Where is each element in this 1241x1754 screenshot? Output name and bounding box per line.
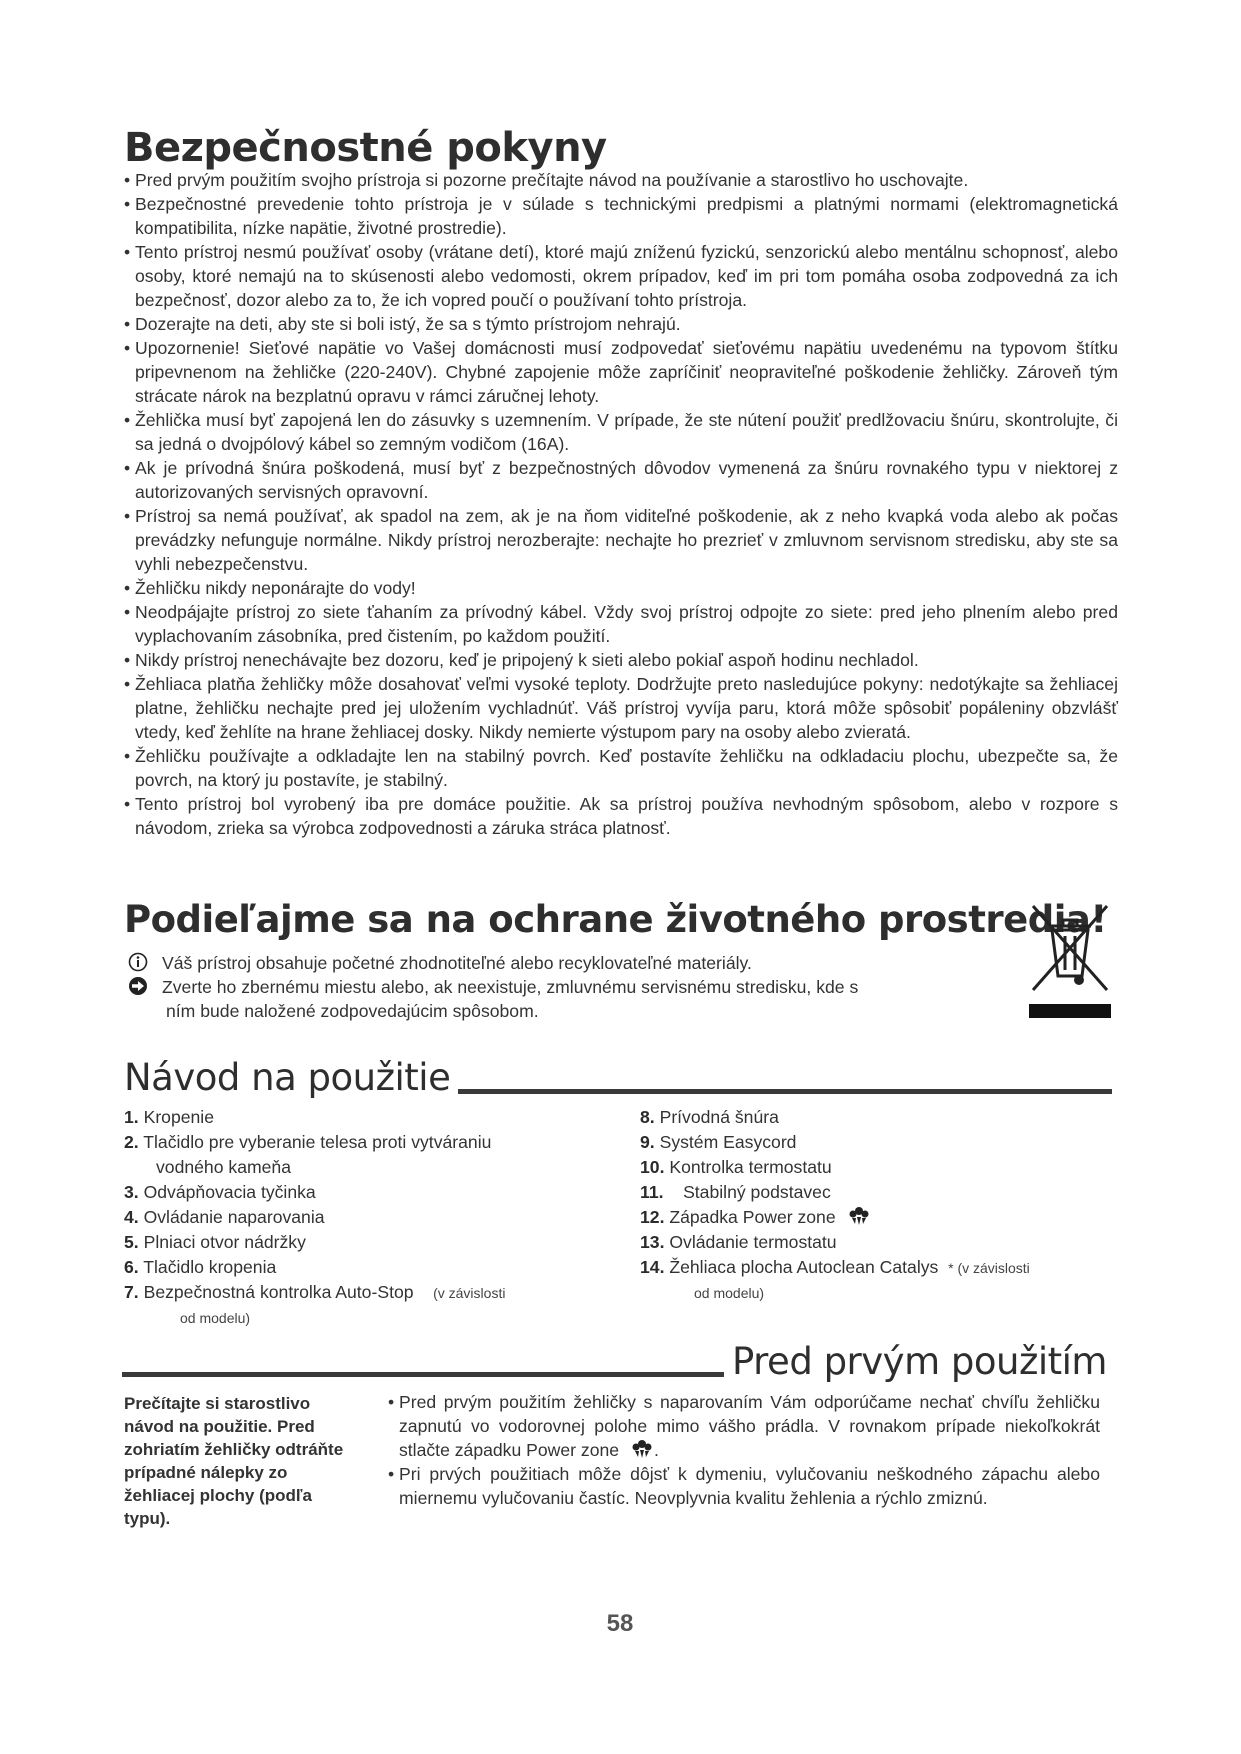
- list-item: • Pred prvým použitím žehličky s naparovaním Vám odporúčame nechať chvíľu žehličku zapnutú vo vodorovnej polohe mimo vášho prádla. V rovnakom prípade niekoľkokrát stlačte západku Power zone .: [388, 1390, 1100, 1462]
- list-item: 6. Tlačidlo kropenia: [124, 1257, 277, 1277]
- list-item: 10. Kontrolka termostatu: [640, 1157, 832, 1177]
- list-item: 1. Kropenie: [124, 1107, 215, 1127]
- list-item: • Upozornenie! Sieťové napätie vo Vašej domácnosti musí zodpovedať sieťovému napätiu uvedenému na typovom štítku pripevnenom na žehličke (220-240V). Chybné zapojenie môže zapríčiniť neopraviteľné poškodenie žehličky. Zároveň tým strácate nárok na bezplatnú opravu v rámci záručnej lehoty.: [124, 336, 1118, 408]
- list-item: • Žehliaca platňa žehličky môže dosahovať veľmi vysoké teploty. Dodržujte preto nasledujúce pokyny: nedotýkajte sa žehliacej platne, žehličku nechajte pred jej uložením vychladnúť. Váš prístroj vyvíja paru, ktorá môže spôsobiť popáleniny obzvlášť vtedy, keď žehlíte na hrane žehliacej dosky. Nikdy nemierte výstupom pary na osoby alebo zvieratá.: [124, 672, 1118, 744]
- model-note: * (v závislosti: [948, 1260, 1030, 1276]
- environment-title: Podieľajme sa na ochrane životného prostredia!: [124, 898, 1107, 941]
- list-item: • Tento prístroj nesmú používať osoby (vrátane detí), ktoré majú zníženú fyzickú, senzorickú alebo mentálnu schopnosť, alebo osoby, ktoré nemajú na to skúsenosti alebo vedomosti, okrem prípadov, keď im pri tom pomáha osoba zodpovedná za ich bezpečnosť, dozor alebo za to, že ich vopred poučí o používaní tohto prístroja.: [124, 240, 1118, 312]
- list-item: • Pred prvým použitím svojho prístroja si pozorne prečítajte návod na používanie a starostlivo ho uschovajte.: [124, 168, 1118, 192]
- list-item: • Nikdy prístroj nenechávajte bez dozoru, keď je pripojený k sieti alebo pokiaľ aspoň hodinu nechladol.: [124, 648, 1118, 672]
- parts-list-left: [124, 1105, 594, 1331]
- list-item: • Žehličku nikdy neponárajte do vody!: [124, 576, 1118, 600]
- before-first-use-list: [388, 1390, 1100, 1510]
- before-first-use-title: Pred prvým použitím: [732, 1340, 1107, 1383]
- power-zone-icon: [630, 1438, 654, 1460]
- safety-title: Bezpečnostné pokyny: [124, 125, 607, 171]
- section-divider: [458, 1089, 1112, 1094]
- list-item: 5. Plniaci otvor nádržky: [124, 1232, 306, 1252]
- environment-line-3: ním bude naložené zodpovedajúcim spôsobom.: [166, 1001, 539, 1021]
- list-item: 13. Ovládanie termostatu: [640, 1232, 837, 1252]
- list-item: • Prístroj sa nemá používať, ak spadol na zem, ak je na ňom viditeľné poškodenie, ak z neho kvapká voda alebo ak počas prevádzky nefunguje normálne. Nikdy prístroj nerozberajte: nechajte ho prezrieť v zmluvnom servisnom stredisku, aby ste sa vyhli nebezpečenstvu.: [124, 504, 1118, 576]
- list-item: 7. Bezpečnostná kontrolka Auto-Stop (v závislosti od modelu): [124, 1282, 506, 1326]
- model-note: (v závislosti: [433, 1285, 506, 1301]
- list-item: 3. Odvápňovacia tyčinka: [124, 1182, 316, 1202]
- list-item: • Bezpečnostné prevedenie tohto prístroja je v súlade s technickými predpismi a platnými normami (elektromagnetická kompatibilita, nízke napätie, životné prostredie).: [124, 192, 1118, 240]
- list-item: 2. Tlačidlo pre vyberanie telesa proti vytváraniu vodného kameňa: [124, 1132, 492, 1177]
- power-zone-icon: [847, 1205, 871, 1227]
- list-item: • Žehličku používajte a odkladajte len na stabilný povrch. Keď postavíte žehličku na odkladaciu plochu, ubezpečte sa, že povrch, na ktorý ju postavíte, je stabilný.: [124, 744, 1118, 792]
- environment-line-1: Váš prístroj obsahuje početné zhodnotiteľné alebo recyklovateľné materiály.: [162, 953, 752, 973]
- environment-text: [128, 951, 968, 1023]
- section-divider: [122, 1372, 724, 1377]
- list-item: 11. Stabilný podstavec: [640, 1182, 831, 1202]
- arrow-right-icon: [128, 976, 148, 996]
- list-item: • Ak je prívodná šnúra poškodená, musí byť z bezpečnostných dôvodov vymenená za šnúru rovnakého typu v niektorej z autorizovaných servisných opravovní.: [124, 456, 1118, 504]
- list-item: • Tento prístroj bol vyrobený iba pre domáce použitie. Ak sa prístroj používa nevhodným spôsobom, alebo v rozpore s návodom, zrieka sa výrobca zodpovednosti a záruka stráca platnosť.: [124, 792, 1118, 840]
- list-item: 12. Západka Power zone: [640, 1205, 1120, 1230]
- crossed-bin-icon: [1025, 900, 1115, 1024]
- list-item: 8. Prívodná šnúra: [640, 1107, 779, 1127]
- list-item: • Neodpájajte prístroj zo siete ťahaním za prívodný kábel. Vždy svoj prístroj odpojte zo siete: pred jeho plnením alebo pred vyplachovaním zásobníka, pred čistením, po každom použití.: [124, 600, 1118, 648]
- list-item: 9. Systém Easycord: [640, 1132, 797, 1152]
- list-item: • Žehlička musí byť zapojená len do zásuvky s uzemnením. V prípade, že ste nútení použiť predlžovaciu šnúru, skontrolujte, či sa jedná o dvojpólový kábel so zemným vodičom (16A).: [124, 408, 1118, 456]
- list-item: • Dozerajte na deti, aby ste si boli istý, že sa s týmto prístrojom nehrajú.: [124, 312, 1118, 336]
- parts-list-right: [640, 1105, 1120, 1306]
- safety-list: [124, 168, 1118, 840]
- page-number: 58: [606, 1610, 634, 1637]
- list-item: • Pri prvých použitiach môže dôjsť k dymeniu, vylučovaniu neškodného zápachu alebo miernemu vylučovaniu častíc. Neovplyvnia kvalitu žehlenia a rýchlo zmiznú.: [388, 1462, 1100, 1510]
- usage-title: Návod na použitie: [124, 1056, 451, 1099]
- environment-line-2: Zverte ho zbernému miestu alebo, ak neexistuje, zmluvnému servisnému stredisku, kde s: [162, 977, 859, 997]
- side-note: Prečítajte si starostlivo návod na použitie. Pred zohriatím žehličky odtráňte prípadné nálepky zo žehliacej plochy (podľa typu).: [124, 1394, 344, 1528]
- list-item: 4. Ovládanie naparovania: [124, 1207, 325, 1227]
- list-item: 14. Žehliaca plocha Autoclean Catalys * (v závislosti od modelu): [640, 1257, 1030, 1301]
- info-icon: [128, 952, 148, 972]
